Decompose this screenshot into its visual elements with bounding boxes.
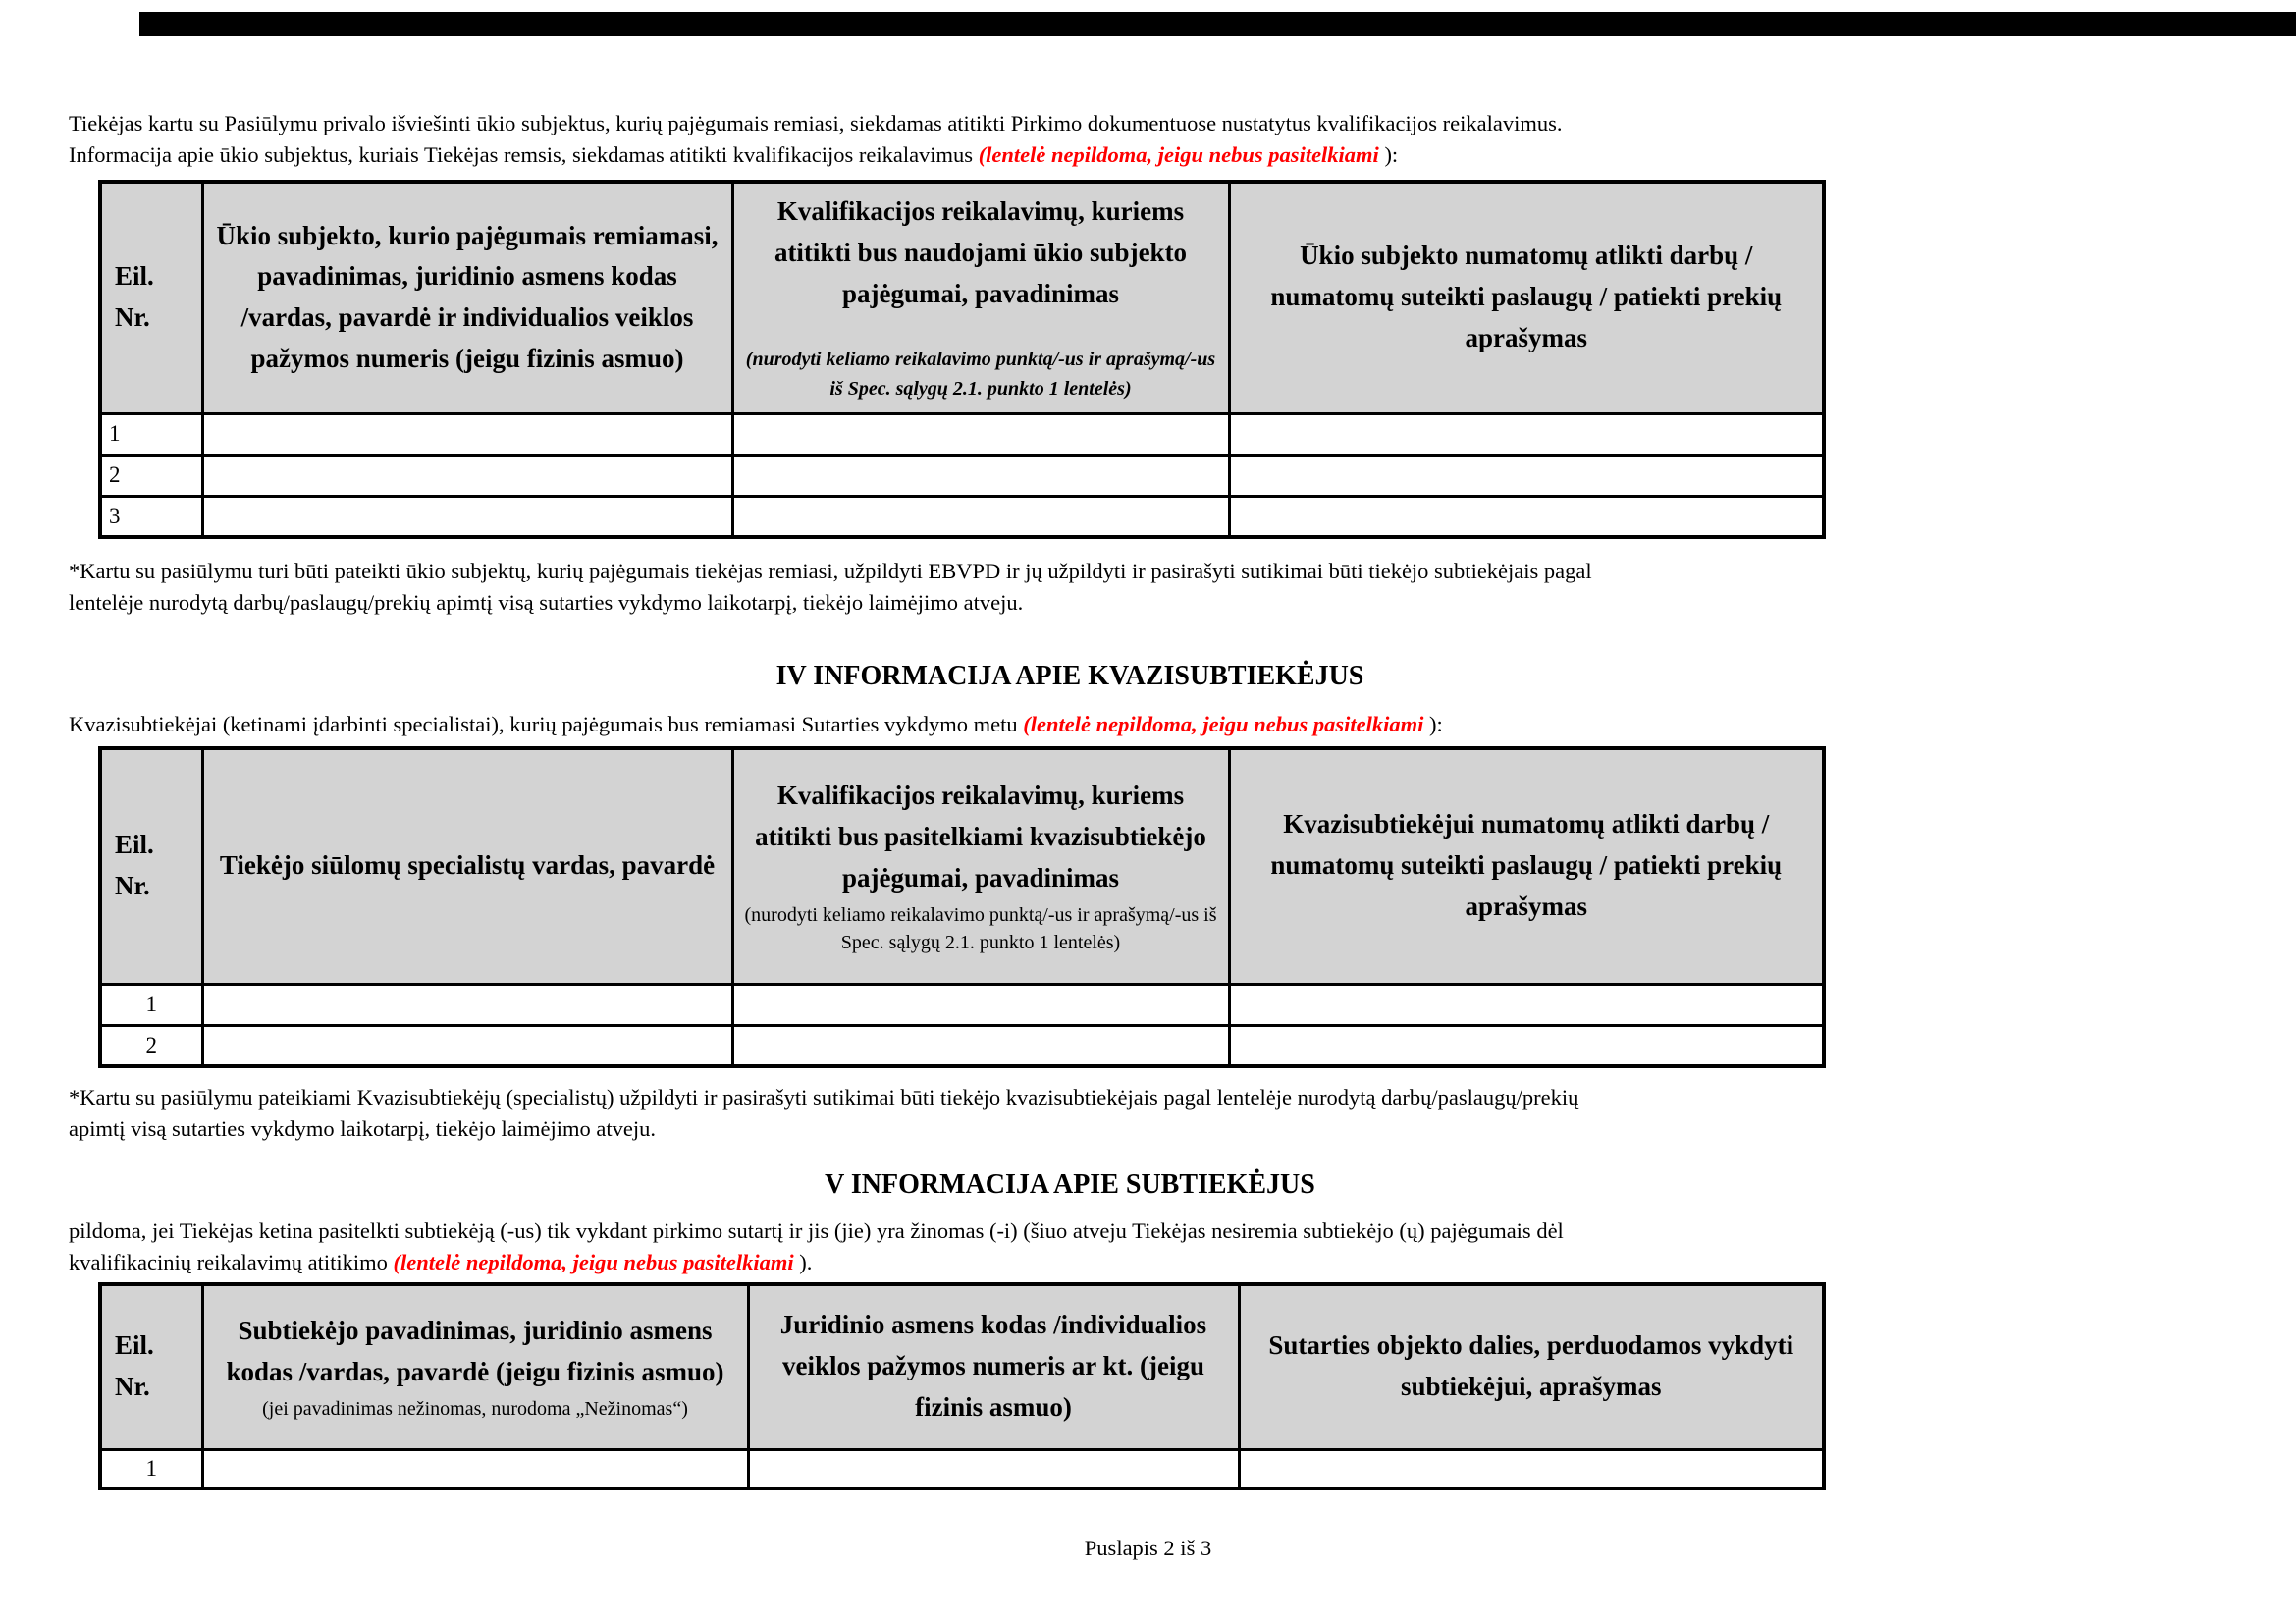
- section-iv-tail: ):: [1423, 712, 1443, 736]
- intro-paragraph: [69, 108, 1563, 171]
- entity-name-cell[interactable]: [202, 496, 732, 537]
- works-description-cell[interactable]: [1229, 455, 1824, 496]
- qualification-cell[interactable]: [732, 413, 1229, 455]
- quasi-subcontractors-table: [98, 746, 1826, 1068]
- table-header-row: [100, 182, 1824, 413]
- row-number-cell: 1: [100, 984, 202, 1025]
- table2-footnote-line-2: apimtį visą sutarties vykdymo laikotarpį, tiekėjo laimėjimo atveju.: [69, 1116, 656, 1141]
- table-row: [100, 1449, 1824, 1489]
- table-header-row: [100, 748, 1824, 984]
- section-v-line-2-tail: ).: [793, 1250, 813, 1274]
- header-qualification-main: Kvalifikacijos reikalavimų, kuriems atitikti bus pasitelkiami kvazisubtiekėjo pajėgumai, pavadinimas: [755, 781, 1206, 893]
- header-works-description: Kvazisubtiekėjui numatomų atlikti darbų / numatomų suteikti paslaugų / patiekti prekių aprašymas: [1229, 748, 1824, 984]
- table-row: [100, 455, 1824, 496]
- entity-name-cell[interactable]: [202, 413, 732, 455]
- works-description-cell[interactable]: [1229, 413, 1824, 455]
- section-v-line-1: pildoma, jei Tiekėjas ketina pasitelkti subtiekėją (-us) tik vykdant pirkimo sutartį ir jis (jie) yra žinomas (-i) (šiuo atveju Tiekėjas nesiremia subtiekėjo (ų) pajėgumais dėl: [69, 1218, 1564, 1243]
- section-iv-conditional-note: (lentelė nepildoma, jeigu nebus pasitelkiami: [1023, 712, 1424, 736]
- intro-conditional-note: (lentelė nepildoma, jeigu nebus pasitelkiami: [978, 142, 1379, 167]
- header-row-number: Eil. Nr.: [100, 182, 202, 413]
- intro-line-1: Tiekėjas kartu su Pasiūlymu privalo išviešinti ūkio subjektus, kurių pajėgumais remiasi, siekdamas atitikti Pirkimo dokumentuose nustatytus kvalifikacijos reikalavimus.: [69, 111, 1563, 135]
- qualification-cell[interactable]: [732, 496, 1229, 537]
- economic-entities-table: [98, 180, 1826, 539]
- header-legal-entity-code: Juridinio asmens kodas /individualios veiklos pažymos numeris ar kt. (jeigu fizinis asmuo): [748, 1284, 1239, 1449]
- header-subcontractor-note: (jei pavadinimas nežinomas, nurodoma „Nežinomas“): [262, 1398, 688, 1421]
- qualification-cell[interactable]: [732, 1025, 1229, 1066]
- specialist-name-cell[interactable]: [202, 1025, 732, 1066]
- header-subcontractor-main: Subtiekėjo pavadinimas, juridinio asmens kodas /vardas, pavardė (jeigu fizinis asmuo): [226, 1316, 724, 1387]
- table-row: [100, 984, 1824, 1025]
- table2-footnote-line-1: *Kartu su pasiūlymu pateikiami Kvazisubtiekėjų (specialistų) užpildyti ir pasirašyti sutikimai būti tiekėjo kvazisubtiekėjais pagal lentelėje nurodytą darbų/paslaugų/prekių: [69, 1085, 1579, 1110]
- table2-footnote: [69, 1082, 1578, 1145]
- header-qualification-note: (nurodyti keliamo reikalavimo punktą/-us ir aprašymą/-us iš Spec. sąlygų 2.1. punkto 1 lentelės): [744, 904, 1217, 954]
- header-works-description: Ūkio subjekto numatomų atlikti darbų / numatomų suteikti paslaugų / patiekti prekių aprašymas: [1229, 182, 1824, 413]
- intro-line-2: [69, 139, 1563, 171]
- header-qualification-note: (nurodyti keliamo reikalavimo punktą/-us ir aprašymą/-us iš Spec. sąlygų 2.1. punkto 1 lentelės): [745, 349, 1216, 401]
- section-iv-heading: IV INFORMACIJA APIE KVAZISUBTIEKĖJUS: [775, 661, 1364, 691]
- top-black-bar: [139, 12, 2296, 36]
- row-number-cell: 2: [100, 455, 202, 496]
- contract-part-cell[interactable]: [1239, 1449, 1824, 1489]
- header-subcontractor-name: [202, 1284, 748, 1449]
- entity-name-cell[interactable]: [202, 455, 732, 496]
- intro-line-2-tail: ):: [1378, 142, 1399, 167]
- table-row: [100, 1025, 1824, 1066]
- section-iv-text: Kvazisubtiekėjai (ketinami įdarbinti specialistai), kurių pajėgumais bus remiamasi Sutarties vykdymo metu: [69, 712, 1024, 736]
- section-v-conditional-note: (lentelė nepildoma, jeigu nebus pasitelkiami: [393, 1250, 794, 1274]
- header-qualification-main: Kvalifikacijos reikalavimų, kuriems atitikti bus naudojami ūkio subjekto pajėgumai, pavadinimas: [774, 196, 1188, 309]
- row-number-cell: 3: [100, 496, 202, 537]
- section-iv-paragraph: [69, 709, 1443, 740]
- works-description-cell[interactable]: [1229, 1025, 1824, 1066]
- header-specialist-name: Tiekėjo siūlomų specialistų vardas, pavardė: [202, 748, 732, 984]
- qualification-cell[interactable]: [732, 984, 1229, 1025]
- row-number-cell: 1: [100, 1449, 202, 1489]
- header-row-number: Eil. Nr.: [100, 748, 202, 984]
- section-v-paragraph: [69, 1216, 1564, 1278]
- intro-line-2-text: Informacija apie ūkio subjektus, kuriais Tiekėjas remsis, siekdamas atitikti kvalifikacijos reikalavimus: [69, 142, 979, 167]
- section-v-line-2: [69, 1247, 1564, 1278]
- table1-footnote-line-2: lentelėje nurodytą darbų/paslaugų/prekių apimtį visą sutarties vykdymo laikotarpį, tiekėjo laimėjimo atveju.: [69, 590, 1024, 615]
- section-v-line-2-text: kvalifikacinių reikalavimų atitikimo: [69, 1250, 394, 1274]
- header-contract-part-description: Sutarties objekto dalies, perduodamos vykdyti subtiekėjui, aprašymas: [1239, 1284, 1824, 1449]
- table1-footnote: [69, 556, 1592, 619]
- table-header-row: [100, 1284, 1824, 1449]
- table-row: [100, 496, 1824, 537]
- row-number-cell: 1: [100, 413, 202, 455]
- page-number: Puslapis 2 iš 3: [1084, 1536, 1212, 1560]
- header-qualification-requirements: [732, 182, 1229, 413]
- row-number-cell: 2: [100, 1025, 202, 1066]
- table1-footnote-line-1: *Kartu su pasiūlymu turi būti pateikti ūkio subjektų, kurių pajėgumais tiekėjas remiasi, užpildyti EBVPD ir jų užpildyti ir pasirašyti sutikimai būti tiekėjo subtiekėjais pagal: [69, 559, 1592, 583]
- section-v-heading: V INFORMACIJA APIE SUBTIEKĖJUS: [825, 1169, 1315, 1200]
- specialist-name-cell[interactable]: [202, 984, 732, 1025]
- header-qualification-requirements: [732, 748, 1229, 984]
- header-row-number: Eil. Nr.: [100, 1284, 202, 1449]
- works-description-cell[interactable]: [1229, 984, 1824, 1025]
- works-description-cell[interactable]: [1229, 496, 1824, 537]
- table-row: [100, 413, 1824, 455]
- subcontractors-table: [98, 1282, 1826, 1490]
- header-entity-name: Ūkio subjekto, kurio pajėgumais remiamasi, pavadinimas, juridinio asmens kodas /vardas, pavardė ir individualios veiklos pažymos numeris (jeigu fizinis asmuo): [202, 182, 732, 413]
- subcontractor-name-cell[interactable]: [202, 1449, 748, 1489]
- legal-entity-code-cell[interactable]: [748, 1449, 1239, 1489]
- qualification-cell[interactable]: [732, 455, 1229, 496]
